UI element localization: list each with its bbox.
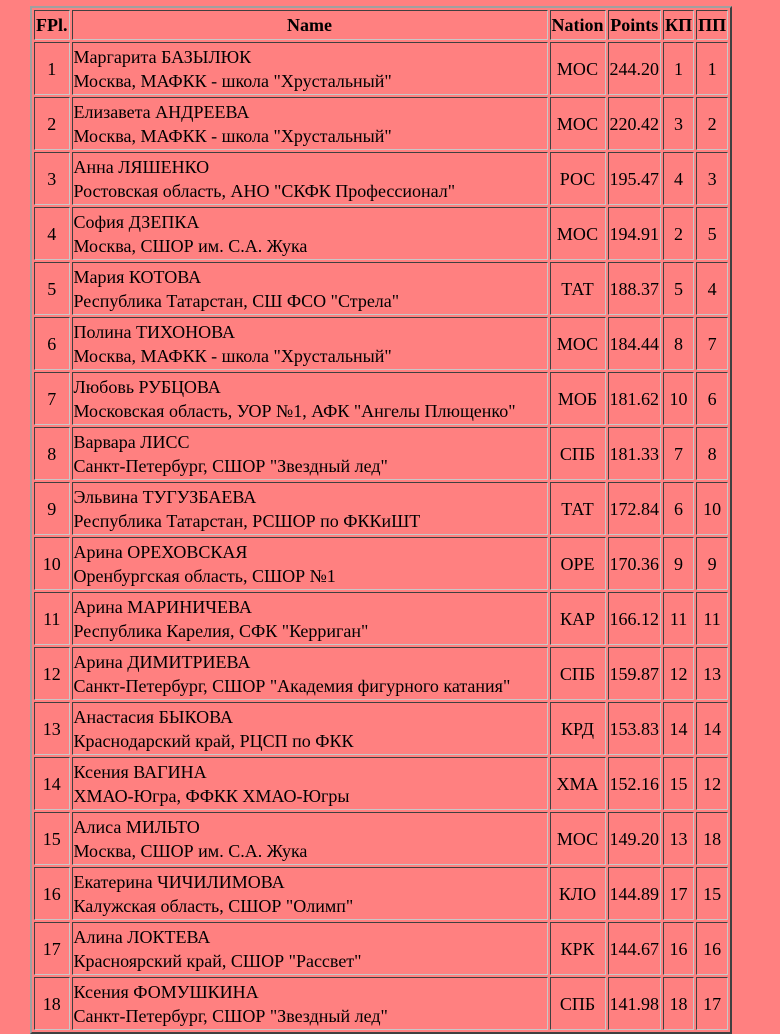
skater-name: Эльвина ТУГУЗБАЕВА xyxy=(73,486,257,507)
nation-cell: МОС xyxy=(550,317,606,370)
free-skating-rank-cell: 13 xyxy=(696,647,728,700)
short-program-rank-cell: 7 xyxy=(663,427,694,480)
points-cell: 172.84 xyxy=(608,482,662,535)
nation-cell: МОС xyxy=(550,42,606,95)
points-cell: 149.20 xyxy=(608,812,662,865)
short-program-rank-cell: 9 xyxy=(663,537,694,590)
nation-cell: ОРЕ xyxy=(550,537,606,590)
points-cell: 166.12 xyxy=(608,592,662,645)
club-name: Москва, МАФКК - школа "Хрустальный" xyxy=(73,125,392,146)
free-skating-rank-cell: 17 xyxy=(696,977,728,1030)
nation-cell: ХМА xyxy=(550,757,606,810)
name-cell xyxy=(72,97,548,150)
table-row xyxy=(34,207,728,260)
short-program-rank-cell: 14 xyxy=(663,702,694,755)
skater-name: Алина ЛОКТЕВА xyxy=(73,926,211,947)
name-cell xyxy=(72,427,548,480)
results-table xyxy=(30,6,732,1034)
header-short-program: КП xyxy=(663,10,694,40)
short-program-rank-cell: 10 xyxy=(663,372,694,425)
nation-cell: СПБ xyxy=(550,427,606,480)
skater-name: Елизавета АНДРЕЕВА xyxy=(73,101,250,122)
place-cell: 17 xyxy=(34,922,70,975)
name-cell xyxy=(72,702,548,755)
nation-cell: МОС xyxy=(550,812,606,865)
place-cell: 15 xyxy=(34,812,70,865)
name-cell xyxy=(72,262,548,315)
short-program-rank-cell: 4 xyxy=(663,152,694,205)
name-cell xyxy=(72,42,548,95)
club-name: Краснодарский край, РЦСП по ФКК xyxy=(73,730,354,751)
table-row xyxy=(34,922,728,975)
points-cell: 194.91 xyxy=(608,207,662,260)
free-skating-rank-cell: 1 xyxy=(696,42,728,95)
points-cell: 181.33 xyxy=(608,427,662,480)
club-name: Республика Татарстан, РСШОР по ФККиШТ xyxy=(73,510,421,531)
free-skating-rank-cell: 18 xyxy=(696,812,728,865)
club-name: Ростовская область, АНО "СКФК Профессионал" xyxy=(73,180,456,201)
short-program-rank-cell: 18 xyxy=(663,977,694,1030)
table-row xyxy=(34,262,728,315)
nation-cell: МОС xyxy=(550,97,606,150)
club-name: Московская область, УОР №1, АФК "Ангелы Плющенко" xyxy=(73,400,516,421)
nation-cell: КРД xyxy=(550,702,606,755)
skater-name: Любовь РУБЦОВА xyxy=(73,376,221,397)
short-program-rank-cell: 3 xyxy=(663,97,694,150)
club-name: Санкт-Петербург, СШОР "Академия фигурного катания" xyxy=(73,675,511,696)
points-cell: 220.42 xyxy=(608,97,662,150)
name-cell xyxy=(72,537,548,590)
table-row xyxy=(34,42,728,95)
table-row xyxy=(34,757,728,810)
free-skating-rank-cell: 15 xyxy=(696,867,728,920)
name-cell xyxy=(72,207,548,260)
free-skating-rank-cell: 12 xyxy=(696,757,728,810)
results-container xyxy=(30,6,732,1034)
place-cell: 10 xyxy=(34,537,70,590)
table-row xyxy=(34,372,728,425)
nation-cell: СПБ xyxy=(550,647,606,700)
club-name: Москва, МАФКК - школа "Хрустальный" xyxy=(73,70,392,91)
skater-name: Арина ДИМИТРИЕВА xyxy=(73,651,251,672)
name-cell xyxy=(72,977,548,1030)
nation-cell: МОС xyxy=(550,207,606,260)
name-cell xyxy=(72,812,548,865)
place-cell: 18 xyxy=(34,977,70,1030)
skater-name: Алиса МИЛЬТО xyxy=(73,816,200,837)
skater-name: Маргарита БАЗЫЛЮК xyxy=(73,46,252,67)
name-cell xyxy=(72,922,548,975)
place-cell: 3 xyxy=(34,152,70,205)
free-skating-rank-cell: 3 xyxy=(696,152,728,205)
short-program-rank-cell: 13 xyxy=(663,812,694,865)
nation-cell: КЛО xyxy=(550,867,606,920)
skater-name: Ксения ФОМУШКИНА xyxy=(73,981,259,1002)
club-name: Санкт-Петербург, СШОР "Звездный лед" xyxy=(73,455,388,476)
skater-name: Екатерина ЧИЧИЛИМОВА xyxy=(73,871,285,892)
table-row xyxy=(34,427,728,480)
name-cell xyxy=(72,757,548,810)
short-program-rank-cell: 8 xyxy=(663,317,694,370)
place-cell: 1 xyxy=(34,42,70,95)
place-cell: 8 xyxy=(34,427,70,480)
table-row xyxy=(34,647,728,700)
club-name: Республика Татарстан, СШ ФСО "Стрела" xyxy=(73,290,400,311)
short-program-rank-cell: 2 xyxy=(663,207,694,260)
nation-cell: РОС xyxy=(550,152,606,205)
free-skating-rank-cell: 14 xyxy=(696,702,728,755)
points-cell: 181.62 xyxy=(608,372,662,425)
place-cell: 9 xyxy=(34,482,70,535)
short-program-rank-cell: 11 xyxy=(663,592,694,645)
club-name: Красноярский край, СШОР "Рассвет" xyxy=(73,950,362,971)
free-skating-rank-cell: 9 xyxy=(696,537,728,590)
nation-cell: ТАТ xyxy=(550,262,606,315)
skater-name: Анна ЛЯШЕНКО xyxy=(73,156,210,177)
header-free-skating: ПП xyxy=(696,10,728,40)
short-program-rank-cell: 17 xyxy=(663,867,694,920)
place-cell: 4 xyxy=(34,207,70,260)
skater-name: Полина ТИХОНОВА xyxy=(73,321,235,342)
table-row xyxy=(34,977,728,1030)
club-name: Санкт-Петербург, СШОР "Звездный лед" xyxy=(73,1005,388,1026)
place-cell: 13 xyxy=(34,702,70,755)
short-program-rank-cell: 15 xyxy=(663,757,694,810)
name-cell xyxy=(72,867,548,920)
nation-cell: СПБ xyxy=(550,977,606,1030)
table-row xyxy=(34,537,728,590)
free-skating-rank-cell: 4 xyxy=(696,262,728,315)
table-row xyxy=(34,152,728,205)
name-cell xyxy=(72,482,548,535)
header-points: Points xyxy=(608,10,662,40)
free-skating-rank-cell: 2 xyxy=(696,97,728,150)
points-cell: 144.89 xyxy=(608,867,662,920)
place-cell: 6 xyxy=(34,317,70,370)
table-row xyxy=(34,97,728,150)
club-name: Республика Карелия, СФК "Керриган" xyxy=(73,620,369,641)
table-row xyxy=(34,702,728,755)
free-skating-rank-cell: 6 xyxy=(696,372,728,425)
table-row xyxy=(34,482,728,535)
club-name: Оренбургская область, СШОР №1 xyxy=(73,565,336,586)
skater-name: Анастасия БЫКОВА xyxy=(73,706,234,727)
points-cell: 170.36 xyxy=(608,537,662,590)
header-place: FPl. xyxy=(34,10,70,40)
free-skating-rank-cell: 7 xyxy=(696,317,728,370)
free-skating-rank-cell: 11 xyxy=(696,592,728,645)
table-row xyxy=(34,812,728,865)
club-name: Москва, СШОР им. С.А. Жука xyxy=(73,840,308,861)
place-cell: 11 xyxy=(34,592,70,645)
header-row xyxy=(34,10,728,40)
nation-cell: КАР xyxy=(550,592,606,645)
name-cell xyxy=(72,152,548,205)
free-skating-rank-cell: 16 xyxy=(696,922,728,975)
table-row xyxy=(34,317,728,370)
header-nation: Nation xyxy=(550,10,606,40)
short-program-rank-cell: 5 xyxy=(663,262,694,315)
nation-cell: МОБ xyxy=(550,372,606,425)
place-cell: 16 xyxy=(34,867,70,920)
points-cell: 184.44 xyxy=(608,317,662,370)
skater-name: Мария КОТОВА xyxy=(73,266,202,287)
skater-name: Арина МАРИНИЧЕВА xyxy=(73,596,252,617)
name-cell xyxy=(72,647,548,700)
table-row xyxy=(34,592,728,645)
free-skating-rank-cell: 8 xyxy=(696,427,728,480)
points-cell: 141.98 xyxy=(608,977,662,1030)
place-cell: 7 xyxy=(34,372,70,425)
points-cell: 159.87 xyxy=(608,647,662,700)
points-cell: 244.20 xyxy=(608,42,662,95)
name-cell xyxy=(72,592,548,645)
place-cell: 12 xyxy=(34,647,70,700)
results-body xyxy=(34,42,728,1030)
short-program-rank-cell: 12 xyxy=(663,647,694,700)
place-cell: 2 xyxy=(34,97,70,150)
club-name: Москва, СШОР им. С.А. Жука xyxy=(73,235,308,256)
nation-cell: ТАТ xyxy=(550,482,606,535)
free-skating-rank-cell: 10 xyxy=(696,482,728,535)
free-skating-rank-cell: 5 xyxy=(696,207,728,260)
table-row xyxy=(34,867,728,920)
points-cell: 195.47 xyxy=(608,152,662,205)
short-program-rank-cell: 1 xyxy=(663,42,694,95)
nation-cell: КРК xyxy=(550,922,606,975)
club-name: ХМАО-Югра, ФФКК ХМАО-Югры xyxy=(73,785,350,806)
points-cell: 152.16 xyxy=(608,757,662,810)
short-program-rank-cell: 6 xyxy=(663,482,694,535)
name-cell xyxy=(72,372,548,425)
skater-name: София ДЗЕПКА xyxy=(73,211,200,232)
short-program-rank-cell: 16 xyxy=(663,922,694,975)
skater-name: Арина ОРЕХОВСКАЯ xyxy=(73,541,248,562)
skater-name: Ксения ВАГИНА xyxy=(73,761,207,782)
points-cell: 144.67 xyxy=(608,922,662,975)
place-cell: 14 xyxy=(34,757,70,810)
place-cell: 5 xyxy=(34,262,70,315)
points-cell: 188.37 xyxy=(608,262,662,315)
name-cell xyxy=(72,317,548,370)
club-name: Москва, МАФКК - школа "Хрустальный" xyxy=(73,345,392,366)
club-name: Калужская область, СШОР "Олимп" xyxy=(73,895,354,916)
header-name: Name xyxy=(72,10,548,40)
points-cell: 153.83 xyxy=(608,702,662,755)
skater-name: Варвара ЛИСС xyxy=(73,431,190,452)
